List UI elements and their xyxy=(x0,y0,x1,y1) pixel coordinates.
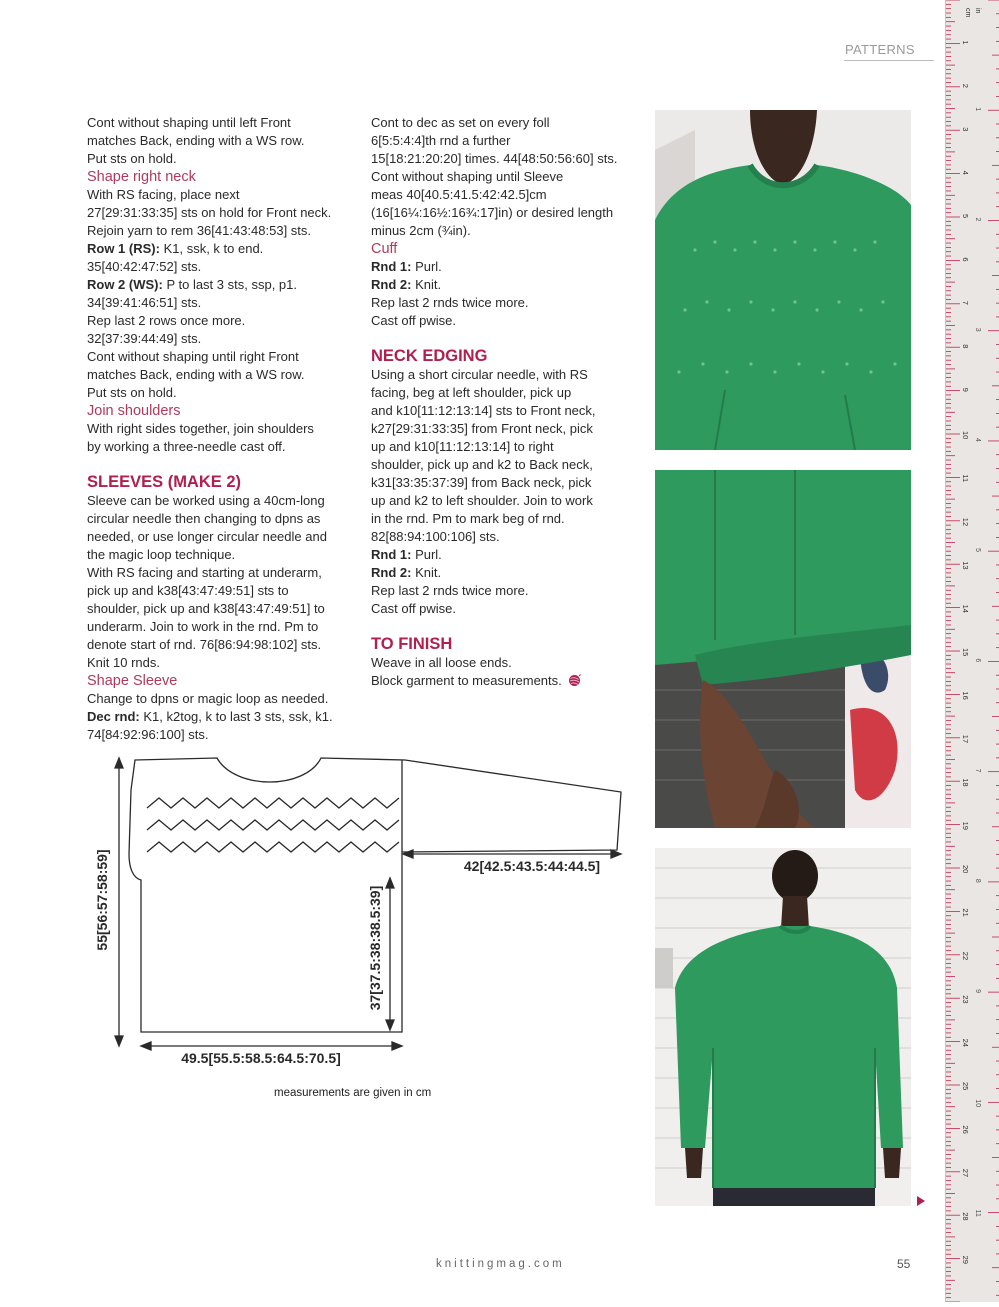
text-line: facing, beg at left shoulder, pick up xyxy=(371,385,572,400)
ruler-cm-label: 20 xyxy=(961,865,970,874)
text-line: Rep last 2 rows once more. xyxy=(87,313,246,328)
section-label: PATTERNS xyxy=(845,42,915,57)
ruler-cm-label: 11 xyxy=(961,474,970,483)
section-heading-sleeves: SLEEVES (MAKE 2) xyxy=(87,473,242,491)
row-text: Purl. xyxy=(411,547,442,562)
text-line: shoulder, pick up and k2 to Back neck, xyxy=(371,457,593,472)
text-line: Cont without shaping until Sleeve xyxy=(371,169,564,184)
zigzag-row-3 xyxy=(147,842,399,852)
text-line: k31[33:35:37:39] from Back neck, pick xyxy=(371,475,592,490)
text-line: 35[40:42:47:52] sts. xyxy=(87,259,202,274)
ruler-cm-label: 26 xyxy=(961,1125,970,1134)
text-line: Weave in all loose ends. xyxy=(371,655,512,670)
text-line: Sleeve can be worked using a 40cm-long xyxy=(87,493,325,508)
ruler-in-label: 1 xyxy=(974,107,981,112)
text-line: Put sts on hold. xyxy=(87,151,177,166)
row-label: Dec rnd: xyxy=(87,709,140,724)
row-instruction xyxy=(371,564,633,582)
text-line: 27[29:31:33:35] sts on hold for Front neck. xyxy=(87,205,332,220)
row-text: K1, k2tog, k to last 3 sts, ssk, k1. xyxy=(139,709,333,724)
text-line: minus 2cm (¾in). xyxy=(371,223,471,238)
text-line: meas 40[40.5:41.5:42:42.5]cm xyxy=(371,187,547,202)
ruler-cm-label: 18 xyxy=(961,778,970,787)
ruler-cm-label: 17 xyxy=(961,734,970,744)
row-instruction xyxy=(371,276,633,294)
ruler-in-label: 10 xyxy=(974,1099,981,1108)
text-line: With RS facing and starting at underarm, xyxy=(87,565,322,580)
text-line: denote start of rnd. 76[86:94:98:102] sts. xyxy=(87,637,322,652)
row-label: Row 1 (RS): xyxy=(87,241,160,256)
ruler-cm-label: 3 xyxy=(961,127,970,132)
page-number: 55 xyxy=(897,1257,911,1271)
row-instruction xyxy=(371,258,633,276)
text-line: k27[29:31:33:35] from Front neck, pick xyxy=(371,421,593,436)
text-line: pick up and k38[43:47:49:51] sts to xyxy=(87,583,289,598)
ruler-in-label: 3 xyxy=(974,327,981,332)
text-line: 74[84:92:96:100] sts. xyxy=(87,727,209,742)
ruler-in-unit: in xyxy=(974,8,981,14)
row-text: Knit. xyxy=(411,277,442,292)
ruler-cm-label: 4 xyxy=(961,170,970,175)
text-line: matches Back, ending with a WS row. xyxy=(87,133,305,148)
ruler-in-label: 7 xyxy=(974,768,981,773)
row-text: K1, ssk, k to end. xyxy=(159,241,264,256)
row-label: Rnd 1: xyxy=(371,547,412,562)
row-text: P to last 3 sts, ssp, p1. xyxy=(162,277,297,292)
ruler-cm-label: 6 xyxy=(961,257,970,262)
row-text: Purl. xyxy=(411,259,442,274)
row-instruction xyxy=(87,240,347,258)
text-line: Rep last 2 rnds twice more. xyxy=(371,295,529,310)
subheading-join-shoulders: Join shoulders xyxy=(87,403,181,419)
row-label: Row 2 (WS): xyxy=(87,277,163,292)
text-line: Cast off pwise. xyxy=(371,601,457,616)
text-line: by working a three-needle cast off. xyxy=(87,439,286,454)
ruler-cm-label: 7 xyxy=(961,300,970,305)
photo-sleeve-cuff xyxy=(655,470,911,828)
ruler-in-label: 5 xyxy=(974,548,981,553)
ruler-cm-label: 5 xyxy=(961,214,970,219)
sweater-schematic xyxy=(85,750,630,1070)
text-line: Using a short circular needle, with RS xyxy=(371,367,588,382)
text-line: 34[39:41:46:51] sts. xyxy=(87,295,202,310)
pattern-column-left xyxy=(87,114,347,744)
schematic-caption: measurements are given in cm xyxy=(274,1087,432,1099)
text-line: needed, or use longer circular needle and xyxy=(87,529,327,544)
text-line: and k10[11:12:13:14] sts to Front neck, xyxy=(371,403,596,418)
ruler-cm-label: 22 xyxy=(961,951,970,961)
ruler-cm-label: 29 xyxy=(961,1255,970,1264)
ruler-cm-label: 27 xyxy=(961,1168,970,1178)
text-line: Cont without shaping until left Front xyxy=(87,115,291,130)
text-line: shoulder, pick up and k38[43:47:49:51] to xyxy=(87,601,325,616)
row-label: Rnd 2: xyxy=(371,565,412,580)
zigzag-row-2 xyxy=(147,820,399,830)
text-line: 15[18:21:20:20] times. 44[48:50:56:60] sts. xyxy=(371,151,618,166)
ruler-cm-unit: cm xyxy=(964,8,971,18)
text-line: 32[37:39:44:49] sts. xyxy=(87,331,202,346)
section-heading-neck-edging: NECK EDGING xyxy=(371,347,488,365)
sleeve-length-label: 42[42.5:43.5:44:44.5] xyxy=(463,858,601,874)
pattern-column-right xyxy=(371,114,633,690)
text-line: Cast off pwise. xyxy=(371,313,457,328)
text-line: Cont without shaping until right Front xyxy=(87,349,299,364)
text-line: up and k2 to left shoulder. Join to work xyxy=(371,493,593,508)
ruler-cm-label: 23 xyxy=(961,995,970,1004)
row-text: Knit. xyxy=(411,565,442,580)
ruler-cm-label: 1 xyxy=(961,40,970,45)
ruler-cm-label: 28 xyxy=(961,1212,970,1221)
text-line: the magic loop technique. xyxy=(87,547,236,562)
text-line xyxy=(371,672,633,690)
header-divider xyxy=(844,60,934,61)
text-line: in the rnd. Pm to mark beg of rnd. xyxy=(371,511,565,526)
text-line: (16[16¼:16½:16¾:17]in) or desired length xyxy=(371,205,614,220)
ruler-cm-label: 16 xyxy=(961,691,970,700)
subheading-shape-right-neck: Shape right neck xyxy=(87,169,196,185)
text-line: up and k10[11:12:13:14] to right xyxy=(371,439,554,454)
text-line: Rejoin yarn to rem 36[41:43:48:53] sts. xyxy=(87,223,312,238)
ruler-in-label: 9 xyxy=(974,989,981,994)
ruler-in-label: 4 xyxy=(974,437,981,442)
ruler-in-label: 6 xyxy=(974,658,981,663)
ruler-cm-label: 24 xyxy=(961,1038,970,1047)
next-page-arrow-icon xyxy=(917,1196,925,1206)
row-instruction xyxy=(87,708,347,726)
text-line: Change to dpns or magic loop as needed. xyxy=(87,691,329,706)
text-line: Cont to dec as set on every foll xyxy=(371,115,550,130)
row-instruction xyxy=(87,276,347,294)
footer-url: knittingmag.com xyxy=(436,1258,565,1270)
text-line: 82[88:94:100:106] sts. xyxy=(371,529,500,544)
text-line: With right sides together, join shoulders xyxy=(87,421,314,436)
ruler-cm-label: 10 xyxy=(961,431,970,440)
text-line-content: Block garment to measurements. xyxy=(371,673,562,688)
subheading-shape-sleeve: Shape Sleeve xyxy=(87,673,178,689)
ruler-in-label: 2 xyxy=(974,217,981,222)
section-heading-to-finish: TO FINISH xyxy=(371,635,453,653)
ruler-cm-label: 8 xyxy=(961,344,970,349)
ruler-cm-label: 14 xyxy=(961,604,970,613)
ruler-cm-label: 13 xyxy=(961,561,970,570)
text-line: Knit 10 rnds. xyxy=(87,655,160,670)
text-line: circular needle then changing to dpns as xyxy=(87,511,321,526)
width-label: 49.5[55.5:58.5:64.5:70.5] xyxy=(181,1050,341,1066)
row-label: Rnd 1: xyxy=(371,259,412,274)
zigzag-row-1 xyxy=(147,798,399,808)
photo-back-view xyxy=(655,848,911,1206)
measuring-ruler xyxy=(945,0,999,1302)
ruler-cm-label: 2 xyxy=(961,83,970,88)
text-line: Put sts on hold. xyxy=(87,385,177,400)
length-label: 55[56:57:58:59] xyxy=(94,849,110,951)
body-length-label: 37[37.5:38:38.5:39] xyxy=(367,885,383,1011)
subheading-cuff: Cuff xyxy=(371,241,398,257)
row-instruction xyxy=(371,546,633,564)
text-line: 6[5:5:4:4]th rnd a further xyxy=(371,133,511,148)
ruler-cm-label: 15 xyxy=(961,648,970,657)
ruler-cm-label: 25 xyxy=(961,1082,970,1091)
row-label: Rnd 2: xyxy=(371,277,412,292)
ruler-cm-label: 19 xyxy=(961,821,970,830)
text-line: matches Back, ending with a WS row. xyxy=(87,367,305,382)
text-line: Rep last 2 rnds twice more. xyxy=(371,583,529,598)
ruler-cm-label: 9 xyxy=(961,387,970,392)
photo-yoke-closeup xyxy=(655,110,911,450)
ruler-in-label: 8 xyxy=(974,878,981,883)
ruler-cm-label: 12 xyxy=(961,517,970,527)
ruler-cm-label: 21 xyxy=(961,908,970,917)
ruler-in-label: 11 xyxy=(974,1209,981,1217)
text-line: With RS facing, place next xyxy=(87,187,240,202)
text-line: underarm. Join to work in the rnd. Pm to xyxy=(87,619,319,634)
yarn-ball-icon xyxy=(568,674,581,687)
